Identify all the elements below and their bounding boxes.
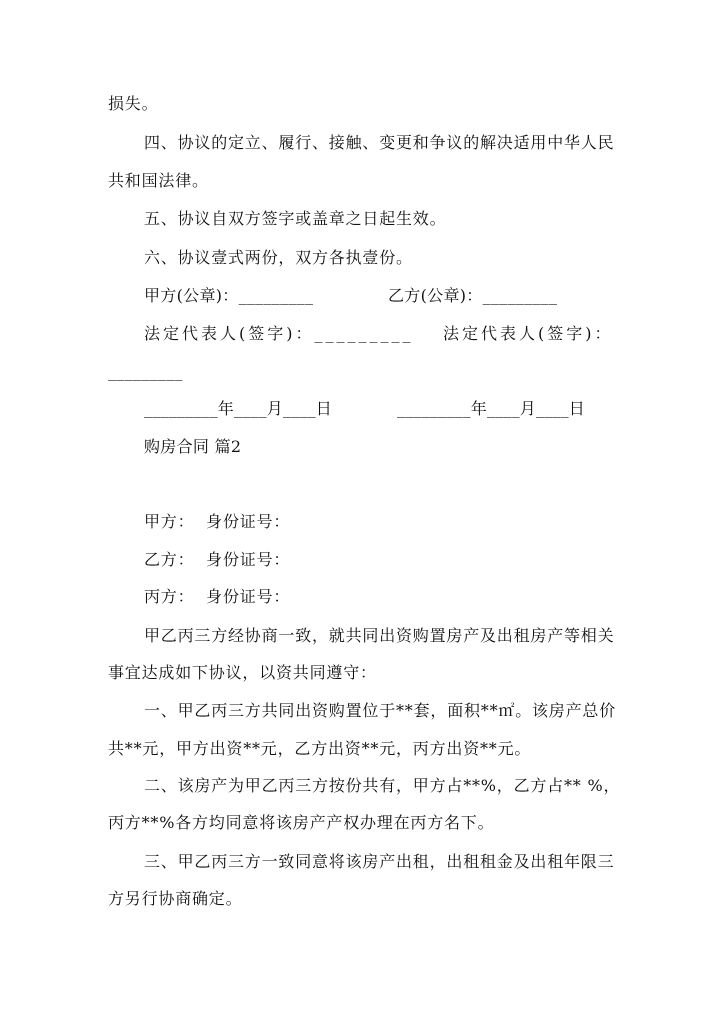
paragraph-line: 丙方**%各方均同意将该房产产权办理在丙方名下。 bbox=[108, 813, 495, 832]
paragraph-line: 损失。 bbox=[108, 94, 159, 113]
party-a-seal-line: 甲方(公章)：_________ bbox=[144, 286, 314, 305]
paragraph-line: 五、协议自双方签字或盖章之日起生效。 bbox=[144, 209, 447, 228]
paragraph-line: 事宜达成如下协议，以资共同遵守： bbox=[108, 663, 377, 682]
signature-blank: _________ bbox=[108, 362, 183, 381]
party-b-representative-line: 法定代表人(签字)： bbox=[443, 324, 614, 343]
paragraph-line: 共和国法律。 bbox=[108, 171, 209, 190]
party-b-seal-line: 乙方(公章)：_________ bbox=[388, 286, 558, 305]
paragraph-line: 二、该房产为甲乙丙三方按份共有，甲方占**%，乙方占** %， bbox=[144, 776, 621, 795]
party-a-id-line: 甲方： 身份证号： bbox=[144, 512, 291, 531]
paragraph-line: 三、甲乙丙三方一致同意将该房产出租，出租租金及出租年限三 bbox=[144, 852, 615, 871]
date-line-a: _________年____月____日 bbox=[144, 399, 333, 418]
paragraph-line: 六、协议壹式两份，双方各执壹份。 bbox=[144, 248, 413, 267]
paragraph-line: 共**元，甲方出资**元，乙方出资**元，丙方出资**元。 bbox=[108, 739, 532, 758]
section-title: 购房合同 篇2 bbox=[144, 437, 242, 456]
party-c-id-line: 丙方： 身份证号： bbox=[144, 587, 291, 606]
date-line-b: _________年____月____日 bbox=[397, 399, 586, 418]
paragraph-line: 一、甲乙丙三方共同出资购置位于**套，面积**㎡。该房产总价 bbox=[144, 701, 617, 720]
paragraph-line: 方另行协商确定。 bbox=[108, 889, 243, 908]
party-a-representative-line: 法定代表人(签字)：_________ bbox=[144, 324, 414, 343]
paragraph-line: 甲乙丙三方经协商一致，就共同出资购置房产及出租房产等相关 bbox=[144, 626, 615, 645]
party-b-id-line: 乙方： 身份证号： bbox=[144, 550, 291, 569]
paragraph-line: 四、协议的定立、履行、接触、变更和争议的解决适用中华人民 bbox=[144, 133, 615, 152]
